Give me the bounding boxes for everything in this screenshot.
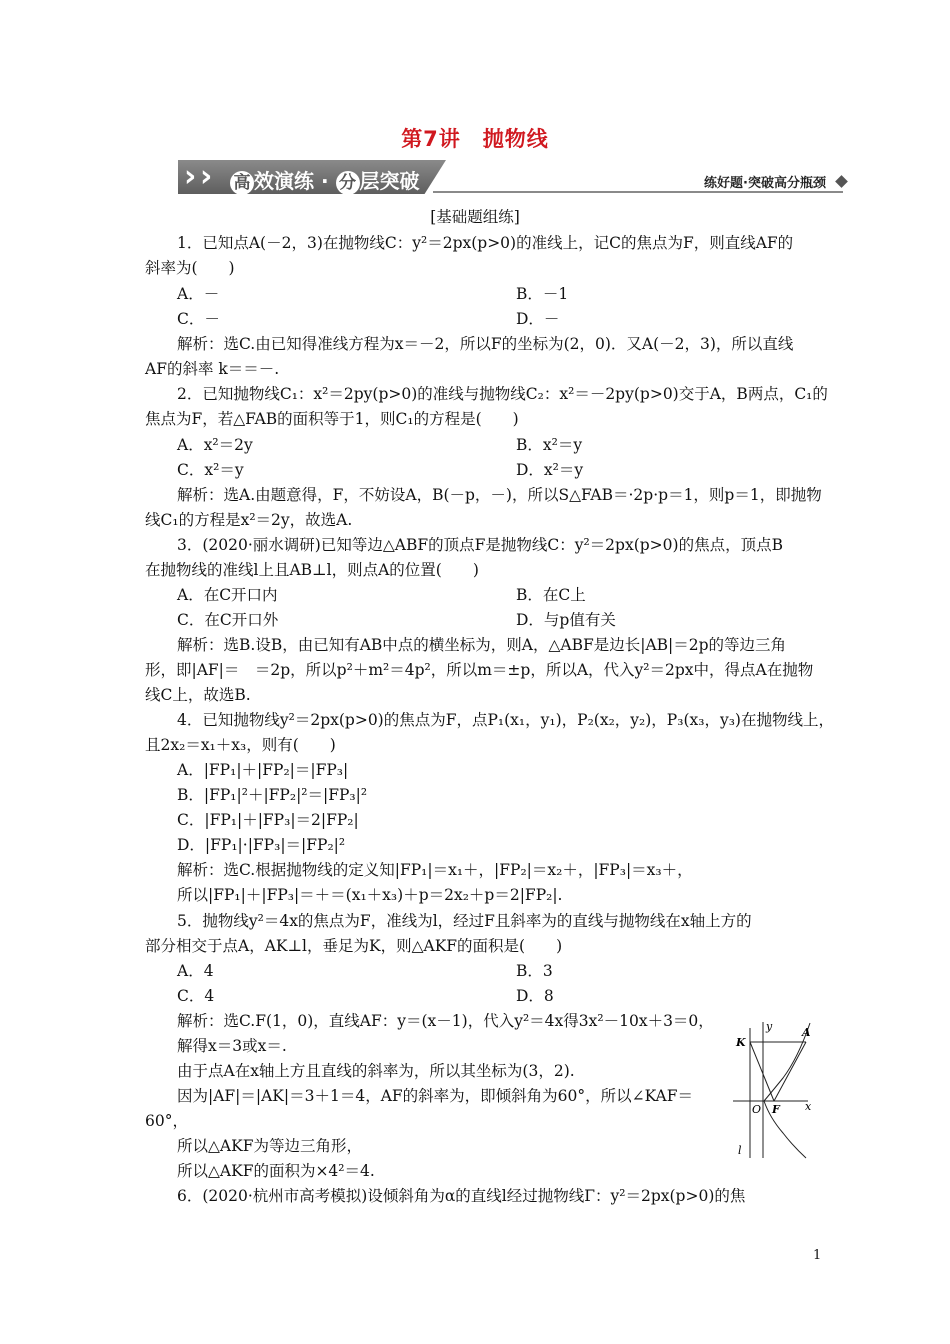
text-line: 2．已知抛物线C₁：x²＝2py(p>0)的准线与抛物线C₂：x²＝－2py(p>0)交于A，B两点，C₁的 (177, 385, 828, 403)
segment-kf (750, 1042, 774, 1101)
option-b: B．－1 (516, 285, 569, 303)
text-line: 部分相交于点A，AK⊥l，垂足为K，则△AKF的面积是( ) (145, 937, 563, 955)
text-line: 所以|FP₁|＋|FP₃|＝＋＝(x₁＋x₃)＋p＝2x₂＋p＝2|FP₂|. (177, 886, 563, 904)
option-c: C．在C开口外 (177, 611, 279, 629)
text-line: 斜率为( ) (145, 259, 235, 277)
page-title: 第7讲 抛物线 (401, 127, 549, 151)
diamond-icon (835, 175, 848, 188)
parabola-figure (728, 1018, 828, 1160)
label-l: l (738, 1144, 742, 1157)
text-line: 因为|AF|＝|AK|＝3＋1＝4，AF的斜率为，即倾斜角为60°，所以∠KAF＝ (177, 1087, 694, 1105)
option-c: C．4 (177, 987, 215, 1005)
text-line: 3．(2020·丽水调研)已知等边△ABF的顶点F是抛物线C：y²＝2px(p>0)的焦点，顶点B (177, 536, 783, 554)
option-d: D．x²＝y (516, 461, 584, 479)
label-a: A (802, 1026, 811, 1039)
section-heading: [基础题组练] (430, 208, 520, 226)
banner-text-part: 效演练 (254, 169, 314, 193)
option-a: A．－ (177, 285, 220, 303)
text-line: 解析：选C.F(1，0)，直线AF：y＝(x－1)，代入y²＝4x得3x²－10x＋3＝0， (177, 1012, 714, 1030)
text-line: 解析：选B.设B，由已知有AB中点的横坐标为，则A，△ABF是边长|AB|＝2p的等边三角 (177, 636, 787, 654)
option-b: B．在C上 (516, 586, 586, 604)
text-line: 所以△AKF为等边三角形， (177, 1137, 362, 1155)
segment-af (774, 1042, 806, 1101)
option-d: D．与p值有关 (516, 611, 616, 629)
option-a: A．4 (177, 962, 214, 980)
option-d: D．|FP₁|·|FP₃|＝|FP₂|² (177, 836, 346, 854)
text-line: 1．已知点A(－2，3)在抛物线C：y²＝2px(p>0)的准线上，记C的焦点为F，则直线AF的 (177, 234, 794, 252)
option-b: B．3 (516, 962, 553, 980)
text-line: 线C₁的方程是x²＝2y，故选A. (145, 511, 353, 529)
option-c: C．x²＝y (177, 461, 244, 479)
chevron-right-icon: › (184, 159, 197, 194)
label-o: O (752, 1103, 762, 1116)
text-line: 解得x＝3或x＝. (177, 1037, 287, 1055)
banner-rule (433, 191, 843, 193)
option-a: A．|FP₁|＋|FP₂|＝|FP₃| (177, 761, 349, 779)
option-a: A．x²＝2y (177, 436, 253, 454)
text-line: 所以△AKF的面积为×4²＝4. (177, 1162, 375, 1180)
parabola-curve (764, 1023, 810, 1158)
option-d: D．－ (516, 310, 560, 328)
text-line: AF的斜率 k＝＝－. (145, 360, 280, 378)
option-c: C．－ (177, 310, 220, 328)
label-k: K (736, 1036, 746, 1049)
text-line: 焦点为F，若△FAB的面积等于1，则C₁的方程是( ) (145, 410, 519, 428)
label-y: y (766, 1020, 773, 1033)
banner-text (230, 165, 420, 195)
option-d: D．8 (516, 987, 554, 1005)
section-banner (178, 160, 850, 196)
text-line: 5．抛物线y²＝4x的焦点为F，准线为l，经过F且斜率为的直线与抛物线在x轴上方的 (177, 912, 752, 930)
banner-dot: · (320, 169, 329, 193)
text-line: 线C上，故选B. (145, 686, 251, 704)
text-line: 解析：选A.由题意得，F，不妨设A，B(－p，－)，所以S△FAB＝·2p·p＝1，则p＝1，即抛物 (177, 486, 822, 504)
label-f: F (772, 1103, 780, 1116)
banner-text-part: 层突破 (359, 169, 420, 193)
option-c: C．|FP₁|＋|FP₃|＝2|FP₂| (177, 811, 359, 829)
text-line: 且2x₂＝x₁＋x₃，则有( ) (145, 736, 336, 754)
option-b: B．|FP₁|²＋|FP₂|²＝|FP₃|² (177, 786, 368, 804)
text-line: 由于点A在x轴上方且直线的斜率为，所以其坐标为(3，2). (177, 1062, 575, 1080)
text-line: 6．(2020·杭州市高考模拟)设倾斜角为α的直线l经过抛物线Γ：y²＝2px(p>0)的焦 (177, 1187, 746, 1205)
option-b: B．x²＝y (516, 436, 583, 454)
banner-subtitle: 练好题·突破高分瓶颈 (704, 176, 826, 191)
page-number: 1 (813, 1248, 822, 1263)
text-line: 4．已知抛物线y²＝2px(p>0)的焦点为F，点P₁(x₁，y₁)，P₂(x₂，y₂)，P₃(x₃，y₃)在抛物线上， (177, 711, 834, 729)
option-a: A．在C开口内 (177, 586, 278, 604)
banner-circle-char: 高 (230, 171, 254, 195)
text-line: 解析：选C.由已知得准线方程为x＝－2，所以F的坐标为(2，0)．又A(－2，3)，所以直线 (177, 335, 794, 353)
text-line: 60°， (145, 1112, 188, 1130)
text-line: 形，即|AF|＝ ＝2p，所以p²＋m²＝4p²，所以m＝±p，所以A，代入y²＝2px中，得点A在抛物 (145, 661, 814, 679)
banner-circle-char: 分 (336, 171, 360, 195)
label-x: x (805, 1100, 812, 1113)
text-line: 在抛物线的准线l上且AB⊥l，则点A的位置( ) (145, 561, 479, 579)
text-line: 解析：选C.根据抛物线的定义知|FP₁|＝x₁＋，|FP₂|＝x₂＋，|FP₃|＝x₃＋， (177, 861, 693, 879)
chevron-right-icon: › (200, 159, 213, 194)
